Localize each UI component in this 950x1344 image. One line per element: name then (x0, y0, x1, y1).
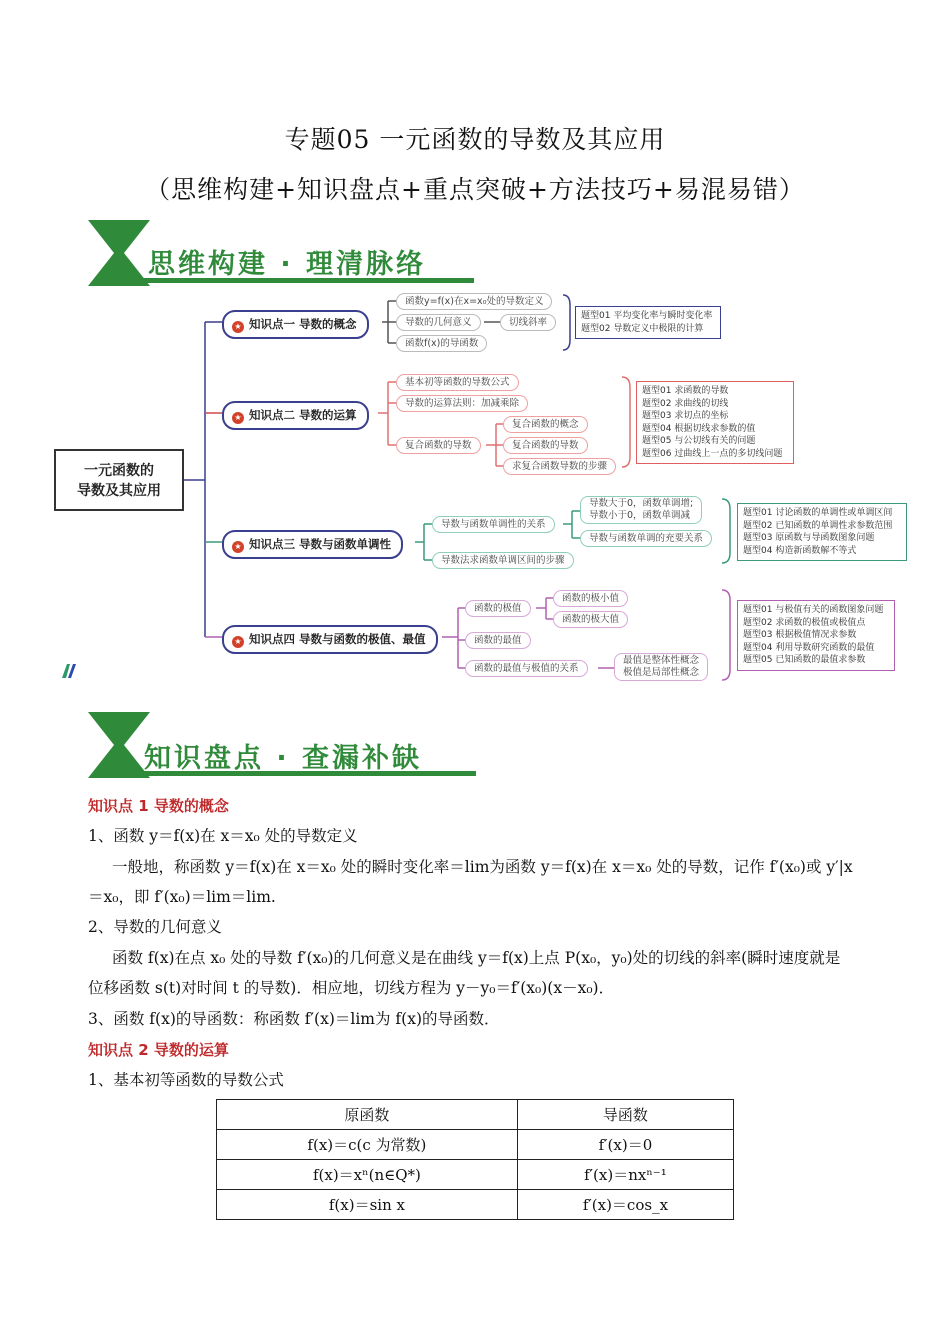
table-row (217, 1160, 734, 1190)
mindmap-kp1-types (575, 306, 721, 339)
star-icon: ★ (232, 412, 244, 424)
type-item: 题型04 利用导数研究函数的最值 (743, 642, 875, 653)
type-item: 题型02 求曲线的切线 (642, 398, 729, 409)
table-header-row (217, 1100, 734, 1130)
mindmap-kp2-types (636, 381, 794, 464)
mindmap-kp4-child: 函数的最值与极值的关系 (465, 660, 588, 677)
mindmap-kp4-label: 知识点四 导数与函数的极值、最值 (249, 632, 426, 646)
mindmap-kp1-sub: 切线斜率 (500, 314, 556, 331)
mindmap-root-line1: 一元函数的 (84, 463, 154, 479)
type-item: 题型05 已知函数的最值求参数 (743, 655, 866, 665)
table-cell: f(x)＝sin x (217, 1190, 518, 1220)
mindmap-kp3-label: 知识点三 导数与函数单调性 (249, 537, 392, 551)
mindmap-kp3-sub-line: 导数小于0，函数单调减 (589, 510, 691, 521)
star-icon: ★ (232, 636, 244, 648)
mindmap-kp2-sub: 求复合函数导数的步骤 (503, 458, 616, 475)
type-item: 题型03 求切点的坐标 (642, 411, 729, 421)
star-icon: ★ (232, 321, 244, 333)
mindmap-kp3-types (737, 503, 907, 561)
table-cell: f(x)＝xⁿ(n∈Q*) (217, 1160, 518, 1190)
mindmap-kp2-child: 导数的运算法则：加减乘除 (396, 395, 528, 412)
type-item: 题型02 导数定义中极限的计算 (581, 323, 704, 334)
derivative-formula-table (216, 1099, 734, 1220)
paragraph: 3、函数 f(x)的导函数：称函数 f′(x)＝lim为 f(x)的导函数． (88, 1010, 500, 1028)
paragraph: 一般地，称函数 y＝f(x)在 x＝x₀ 处的瞬时变化率＝lim为函数 y＝f(x)在 x＝x₀ 处的导数，记作 f′(x₀)或 y′|x (112, 858, 853, 876)
type-item: 题型04 构造新函数解不等式 (743, 545, 857, 556)
mindmap-kp4-sub: 函数的极小值 (553, 590, 628, 607)
type-item: 题型05 与公切线有关的问题 (642, 436, 756, 446)
logo-icon (62, 664, 78, 678)
paragraph: 位移函数 s(t)对时间 t 的导数)．相应地，切线方程为 y－y₀＝f′(x₀)(x－x₀)． (88, 979, 615, 997)
mindmap-kp4-child: 函数的最值 (465, 632, 531, 649)
table-header: 导函数 (517, 1100, 733, 1130)
table-row (217, 1130, 734, 1160)
mindmap-kp1-child: 导数的几何意义 (396, 314, 481, 331)
type-item: 题型04 根据切线求参数的值 (642, 423, 756, 434)
mindmap-kp2-label: 知识点二 导数的运算 (249, 408, 357, 422)
banner-mindmap (88, 220, 478, 286)
type-item: 题型01 平均变化率与瞬时变化率 (581, 311, 713, 321)
mindmap-kp1-label: 知识点一 导数的概念 (249, 317, 357, 331)
type-item: 题型01 与极值有关的函数图象问题 (743, 605, 884, 615)
type-item: 题型02 已知函数的单调性求参数范围 (743, 520, 893, 531)
type-item: 题型06 过曲线上一点的多切线问题 (642, 448, 783, 459)
mindmap-kp4-sub-line: 最值是整体性概念 (623, 655, 700, 666)
mindmap-kp1 (222, 310, 369, 339)
paragraph: 函数 f(x)在点 x₀ 处的导数 f′(x₀)的几何意义是在曲线 y＝f(x)上点 P(x₀，y₀)处的切线的斜率(瞬时速度就是 (112, 949, 841, 967)
mindmap-kp3 (222, 530, 403, 559)
mindmap-kp3-child: 导数与函数单调性的关系 (432, 516, 555, 533)
table-header: 原函数 (217, 1100, 518, 1130)
mindmap-root (54, 449, 184, 511)
section-heading: 2、导数的几何意义 (88, 918, 222, 936)
banner-knowledge-text: 知识盘点 · 查漏补缺 (144, 743, 423, 774)
mindmap-kp4-sub: 函数的极大值 (553, 611, 628, 628)
type-item: 题型01 讨论函数的单调性或单调区间 (743, 508, 893, 518)
type-item: 题型02 求函数的极值或极值点 (743, 617, 866, 628)
page-subtitle: （思维构建+知识盘点+重点突破+方法技巧+易混易错） (145, 175, 805, 204)
page-title: 专题05 一元函数的导数及其应用 (284, 125, 666, 154)
mindmap-kp2-child: 复合函数的导数 (396, 437, 481, 454)
banner-knowledge (88, 712, 480, 778)
type-item: 题型03 根据极值情况求参数 (743, 630, 857, 640)
table-row (217, 1190, 734, 1220)
type-item: 题型01 求函数的导数 (642, 386, 729, 396)
mindmap-kp4-child: 函数的极值 (465, 600, 531, 617)
mindmap-root-line2: 导数及其应用 (77, 483, 161, 499)
table-cell: f(x)＝c(c 为常数) (217, 1130, 518, 1160)
mindmap-kp4-sub2 (614, 653, 708, 681)
mindmap-kp3-sub-line: 导数大于0，函数单调增; (589, 498, 694, 509)
section-heading: 1、函数 y＝f(x)在 x＝x₀ 处的导数定义 (88, 827, 358, 845)
table-cell: f′(x)＝nxⁿ⁻¹ (517, 1160, 733, 1190)
section-heading: 1、基本初等函数的导数公式 (88, 1071, 284, 1089)
paragraph: ＝x₀，即 f′(x₀)＝lim＝lim. (88, 888, 276, 906)
mindmap-kp2-sub: 复合函数的导数 (503, 437, 588, 454)
mindmap-kp4 (222, 625, 438, 654)
table-cell: f′(x)＝cos_x (517, 1190, 733, 1220)
mindmap-kp2-sub: 复合函数的概念 (503, 416, 588, 433)
star-icon: ★ (232, 541, 244, 553)
mindmap-kp2 (222, 401, 369, 430)
mindmap-kp1-child: 函数y=f(x)在x=x₀处的导数定义 (396, 293, 552, 310)
mindmap-kp4-sub-line: 极值是局部性概念 (623, 667, 700, 678)
kp1-heading: 知识点 1 导数的概念 (88, 797, 229, 815)
mindmap-kp3-child: 导数法求函数单调区间的步骤 (432, 552, 574, 569)
mindmap-kp4-types (737, 600, 895, 671)
banner-mindmap-text: 思维构建 · 理清脉络 (148, 249, 427, 280)
table-cell: f′(x)＝0 (517, 1130, 733, 1160)
kp2-heading: 知识点 2 导数的运算 (88, 1041, 229, 1059)
mindmap-kp2-child: 基本初等函数的导数公式 (396, 374, 519, 391)
mindmap-kp3-sub (580, 496, 702, 524)
mindmap-kp1-child: 函数f(x)的导函数 (396, 335, 487, 352)
type-item: 题型03 原函数与导函数图象问题 (743, 533, 875, 543)
mindmap-kp3-sub2: 导数与函数单调的充要关系 (580, 530, 712, 547)
